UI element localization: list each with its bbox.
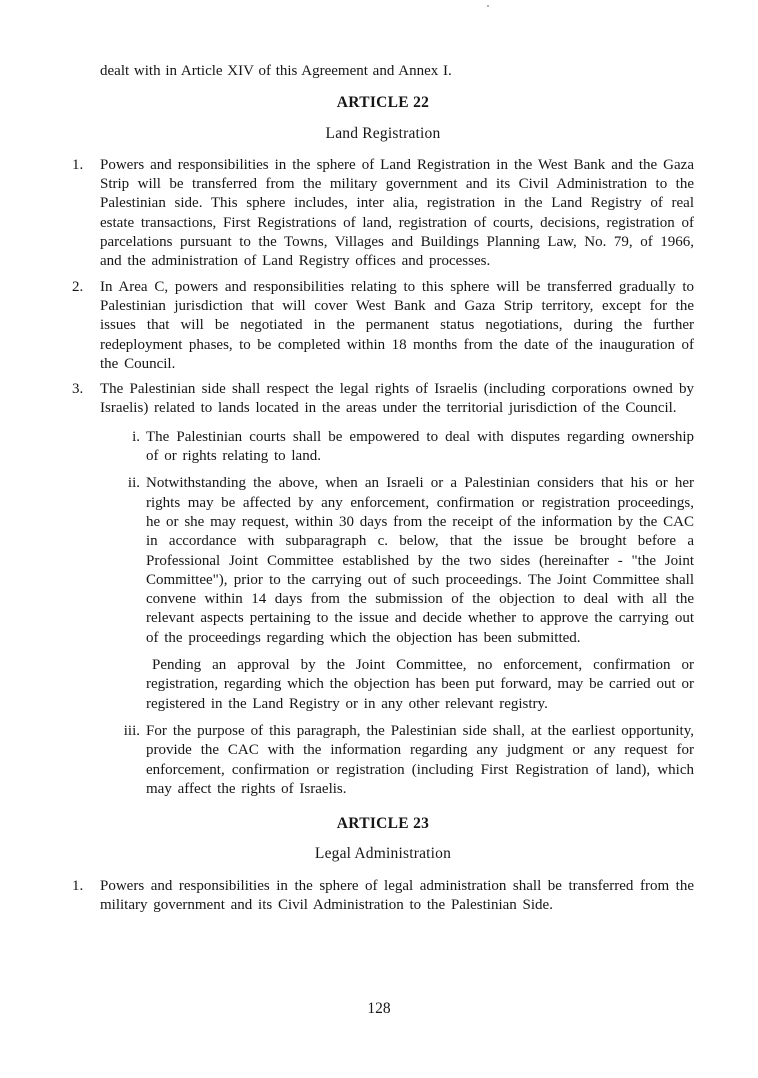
section-spacer (72, 807, 694, 814)
sub-paragraph-iii (120, 722, 694, 799)
sub-paragraph-ii (120, 474, 694, 648)
opening-line: dealt with in Article XIV of this Agreement and Annex I. (100, 63, 452, 79)
article-23-title: ARTICLE 23 (336, 815, 430, 833)
article-23-subtitle: Legal Administration (314, 845, 452, 863)
numbered-paragraph (72, 278, 694, 374)
paragraph-number: 1. (72, 877, 84, 894)
numbered-paragraph (72, 877, 694, 916)
scan-speck (487, 5, 489, 7)
numbered-paragraph (72, 156, 694, 272)
pending-paragraph: Pending an approval by the Joint Committee, no enforcement, confirmation or registration, regarding which the objection has been put forward, may be carried out or registered in the Land Registry or in any other relevant registry. (146, 657, 694, 712)
page-number: 128 (367, 1000, 391, 1017)
paragraph-text: Powers and responsibilities in the sphere of legal administration shall be transferred from the military government and its Civil Administration to the Palestinian Side. (100, 877, 694, 913)
subitem-text: Notwithstanding the above, when an Israeli or a Palestinian considers that his or her rights may be affected by any enforcement, confirmation or registration proceedings, he or she may request, within 30 days from the receipt of the information by the CAC in accordance with subparagraph c. below, that the issue be brought before a Professional Joint Committee established by the two sides (hereinafter - "the Joint Committee"), prior to the carrying out of such proceedings. The Joint Committee shall convene within 14 days from the submission of the objection to deal with all the relevant aspects pertaining to the issue and decide whether to approve the carrying out of the proceedings regarding which the objection has been submitted. (146, 475, 694, 646)
article-22-title: ARTICLE 22 (336, 94, 430, 112)
numbered-paragraph (72, 380, 694, 419)
subitem-text: For the purpose of this paragraph, the Palestinian side shall, at the earliest opportunity, provide the CAC with the information regarding any judgment or any request for enforcement, confirmation or registration (including First Registration of land), which may affect the rights of Israelis. (146, 722, 694, 797)
paragraph-number: 2. (72, 278, 84, 295)
subitem-marker: i. (132, 428, 140, 445)
paragraph-number: 1. (72, 156, 84, 173)
paragraph-text: In Area C, powers and responsibilities relating to this sphere will be transferred gradually to Palestinian jurisdiction that will cover West Bank and Gaza Strip territory, except for the issues that will be negotiated in the permanent status negotiations, during the further redeployment phases, to be completed within 18 months from the date of the inauguration of the Council. (100, 278, 694, 372)
article-22-subtitle: Land Registration (325, 124, 441, 142)
sub-paragraph-i (120, 428, 694, 467)
subitem-marker: iii. (123, 722, 140, 739)
paragraph-text: Powers and responsibilities in the sphere of Land Registration in the West Bank and the Gaza Strip will be transferred from the military government and its Civil Administration to the Palestinian side. This sphere includes, inter alia, registration in the Land Registry of real estate transactions, First Registrations of land, registration of courts, decisions, registration of parcelations pursuant to the Towns, Villages and Buildings Planning Law, No. 79, of 1966, and the administration of Land Registry offices and processes. (100, 156, 694, 270)
subitem-marker: ii. (127, 475, 140, 492)
paragraph-number: 3. (72, 381, 84, 398)
subitem-text: The Palestinian courts shall be empowered to deal with disputes regarding ownership of or rights relating to land. (146, 428, 694, 465)
paragraph-text: The Palestinian side shall respect the legal rights of Israelis (including corporations owned by Israelis) related to lands located in the areas under the territorial jurisdiction of the Council. (100, 381, 694, 417)
